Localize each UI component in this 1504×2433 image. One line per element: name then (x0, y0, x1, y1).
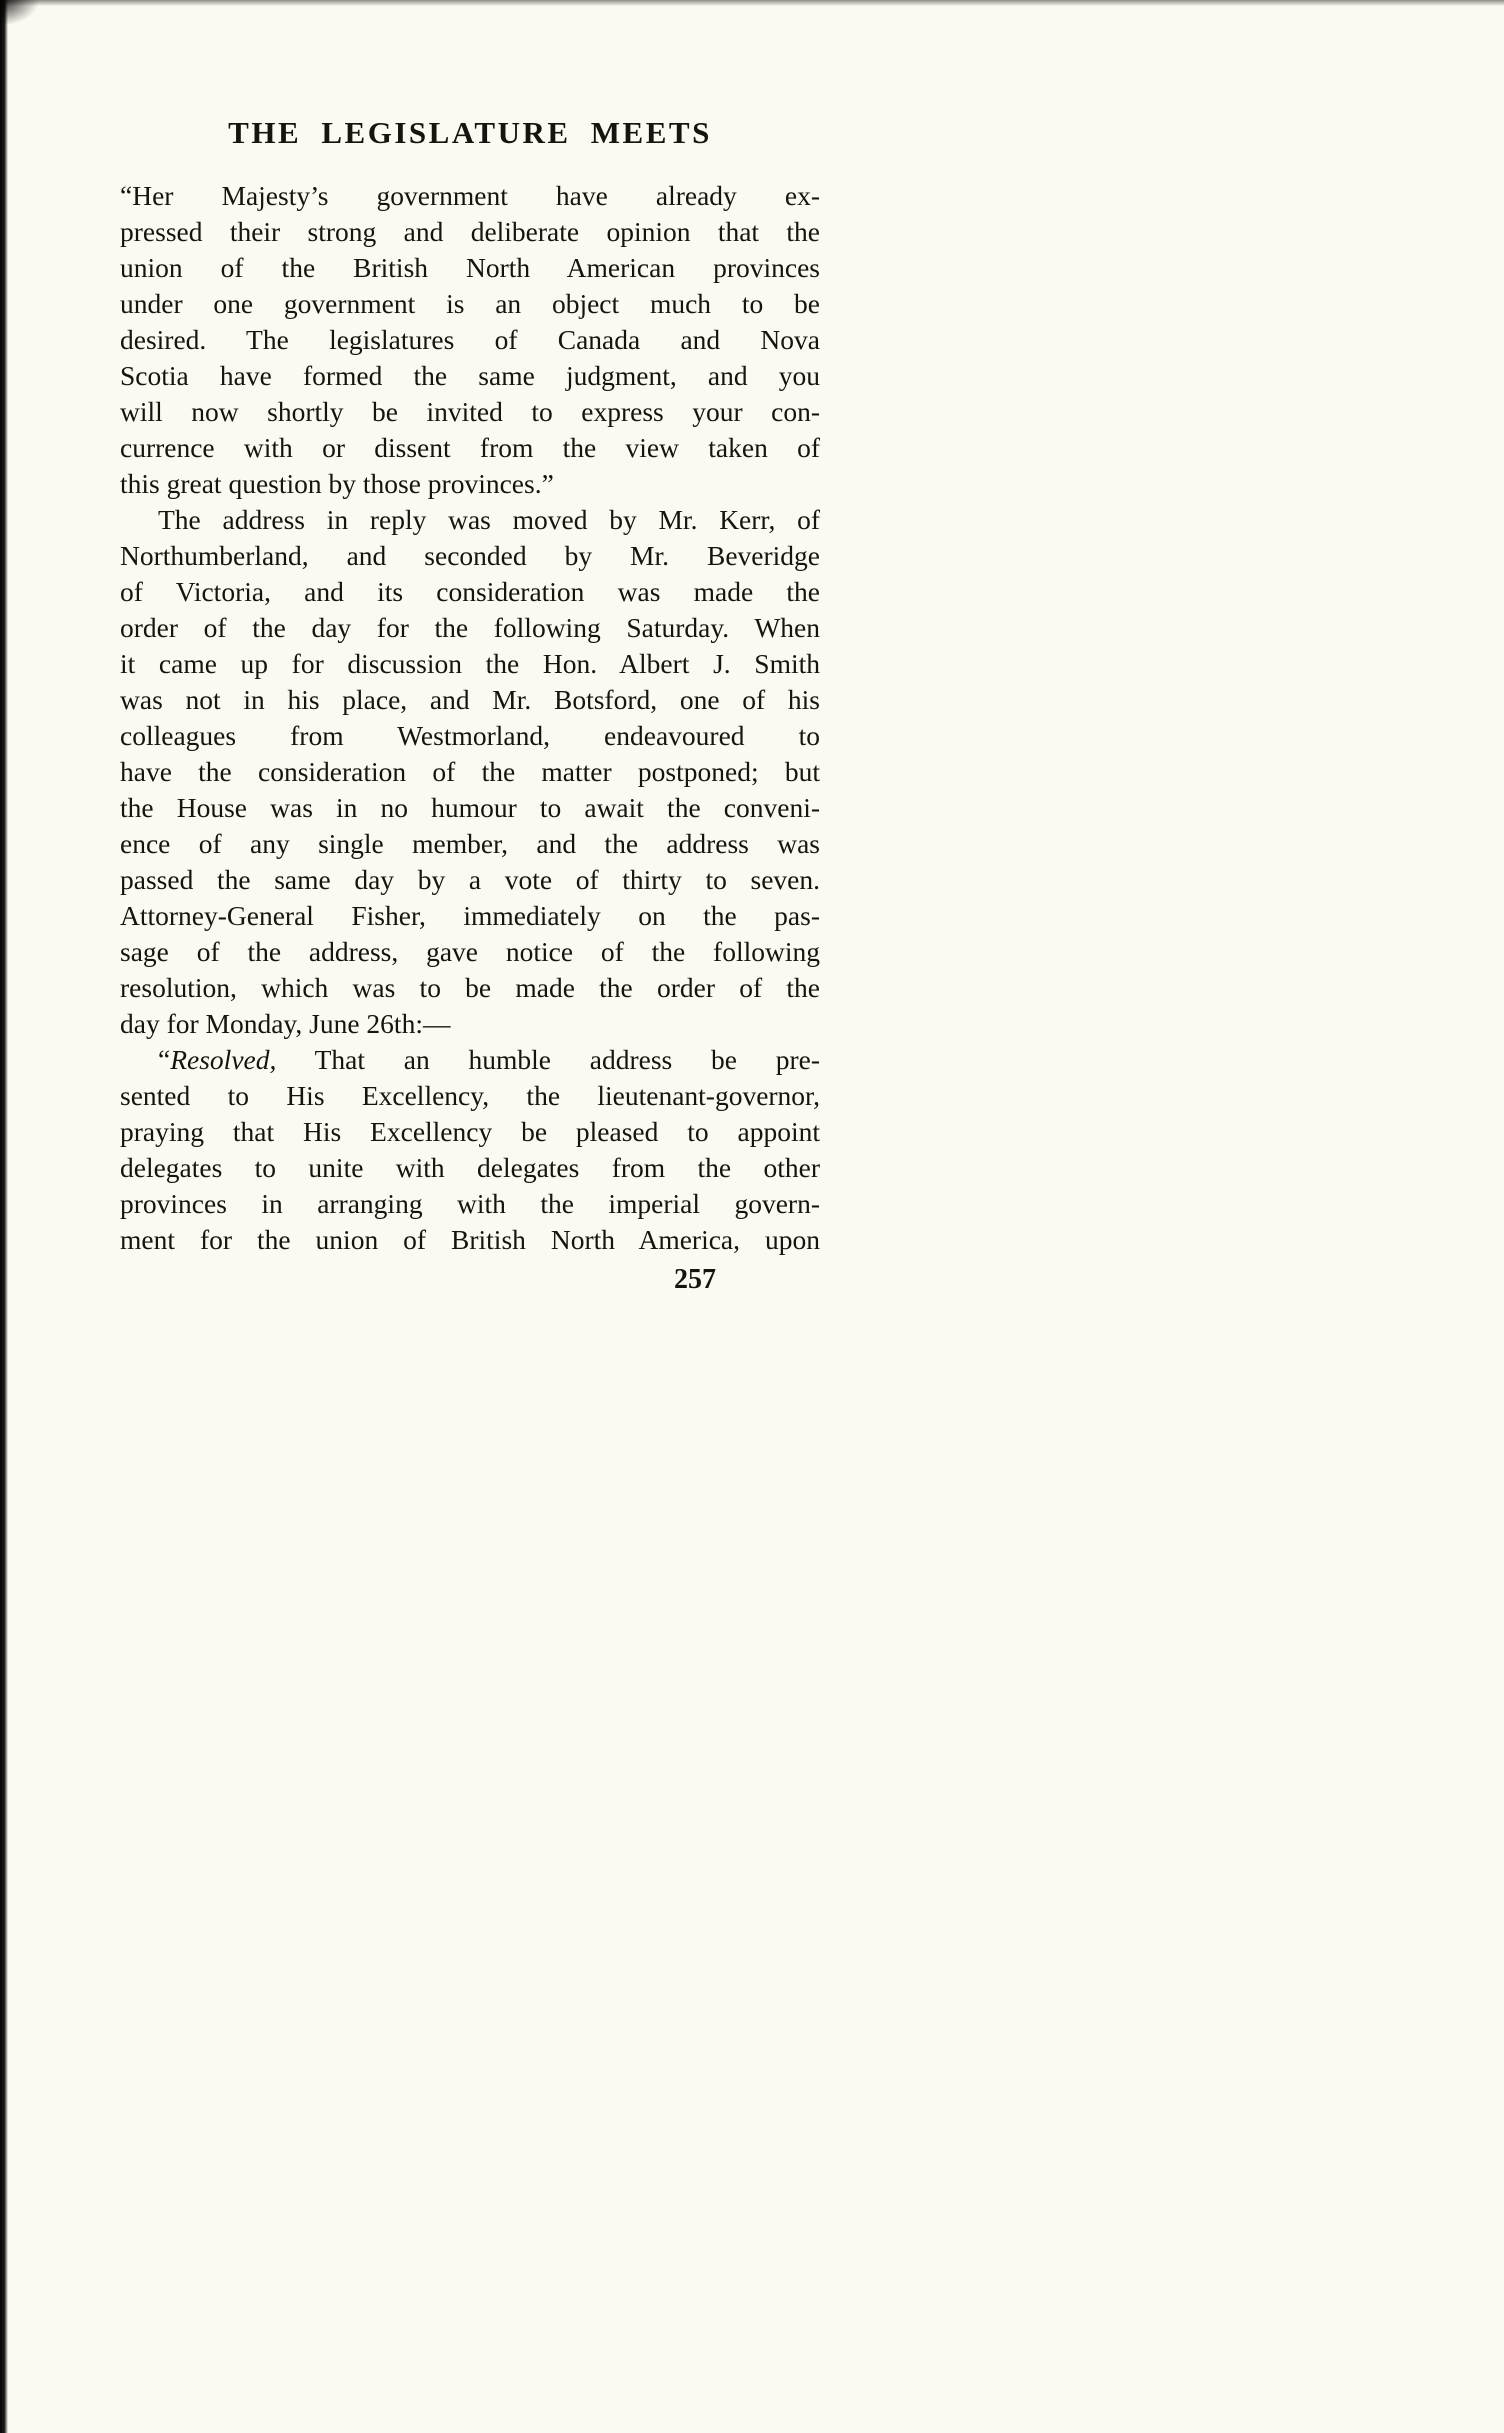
text-line: “Her Majesty’s government have already ex- (120, 180, 820, 211)
text-line: The address in reply was moved by Mr. Kerr, of (158, 504, 820, 535)
scan-corner-shadow (0, 0, 40, 26)
text-line: Attorney-General Fisher, immediately on the pas- (120, 900, 820, 931)
text-line: order of the day for the following Saturday. When (120, 612, 820, 643)
text-line: this great question by those provinces.” (120, 468, 554, 499)
text-line: delegates to unite with delegates from the other (120, 1152, 820, 1183)
italic-text: Resolved, (170, 1044, 277, 1075)
page-number: 257 (674, 1264, 716, 1295)
scan-edge-left (0, 0, 8, 2433)
text-line: have the consideration of the matter postponed; but (120, 756, 820, 787)
text-line: colleagues from Westmorland, endeavoured to (120, 720, 820, 751)
text-block (120, 178, 820, 1258)
text-line: sage of the address, gave notice of the following (120, 936, 820, 967)
paragraph (120, 178, 820, 502)
text-line: passed the same day by a vote of thirty to seven. (120, 864, 820, 895)
text-line: ment for the union of British North America, upon (120, 1224, 820, 1255)
scan-edge-top (0, 0, 1504, 6)
text-line: union of the British North American provinces (120, 252, 820, 283)
text-line: ence of any single member, and the address was (120, 828, 820, 859)
text-line: it came up for discussion the Hon. Albert J. Smith (120, 648, 820, 679)
text-line: will now shortly be invited to express your con- (120, 396, 820, 427)
text-line: of Victoria, and its consideration was made the (120, 576, 820, 607)
text-line: Scotia have formed the same judgment, and you (120, 360, 820, 391)
text-line: sented to His Excellency, the lieutenant-governor, (120, 1080, 820, 1111)
text-line: day for Monday, June 26th:— (120, 1008, 451, 1039)
plain-text: That an humble address be pre- (276, 1044, 820, 1075)
text-line: the House was in no humour to await the conveni- (120, 792, 820, 823)
text-line: provinces in arranging with the imperial govern- (120, 1188, 820, 1219)
text-line: under one government is an object much to be (120, 288, 820, 319)
plain-text: “ (158, 1044, 171, 1075)
text-line: pressed their strong and deliberate opinion that the (120, 216, 820, 247)
paragraph (120, 1042, 820, 1258)
page-body (120, 112, 820, 1298)
text-line: praying that His Excellency be pleased to appoint (120, 1116, 820, 1147)
text-line: was not in his place, and Mr. Botsford, one of his (120, 684, 820, 715)
text-line: Northumberland, and seconded by Mr. Beveridge (120, 540, 820, 571)
page-heading: THE LEGISLATURE MEETS (228, 115, 712, 150)
text-line: resolution, which was to be made the order of the (120, 972, 820, 1003)
text-line (120, 1042, 820, 1078)
text-line: currence with or dissent from the view taken of (120, 432, 820, 463)
text-line: desired. The legislatures of Canada and Nova (120, 324, 820, 355)
paragraph (120, 502, 820, 1042)
